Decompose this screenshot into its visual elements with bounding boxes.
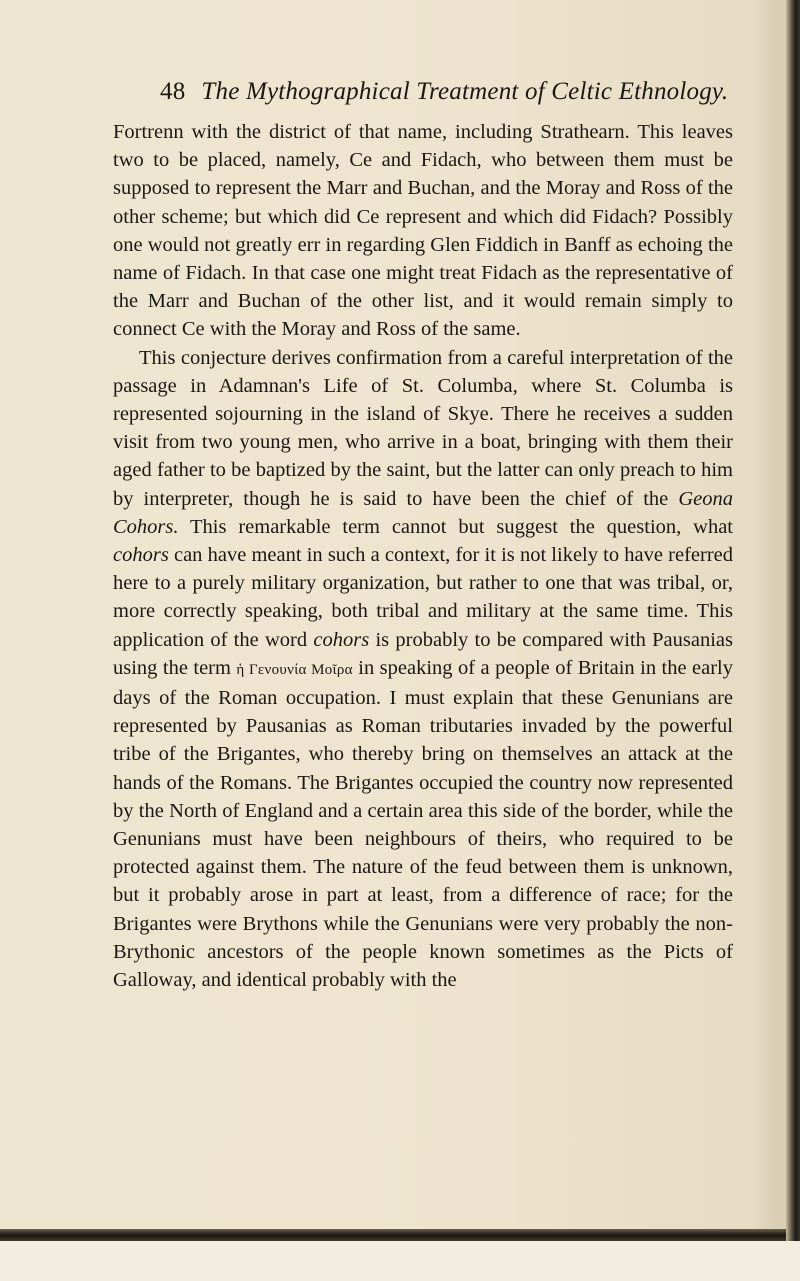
- body-text: [113, 118, 733, 994]
- paragraph-2-text-e: in speaking of a people of Britain in the early days of the Roman occupation. I must explain that these Genunians are represented by Pausanias as Roman tributaries invaded by the powerful tribe of the Brigantes, who thereby bring on themselves an attack at the hands of the Romans. The Brigantes occupied the country now represented by the North of England and a certain area this side of the border, while the Genunians must have been neighbours of theirs, who required to be protected against them. The nature of the feud between them is unknown, but it probably arose in part at least, from a difference of race; for the Brigantes were Brythons while the Genunians were very probably the non-Brythonic ancestors of the people known sometimes as the Picts of Galloway, and identical probably with the: [113, 656, 734, 992]
- paragraph-2: [113, 344, 733, 995]
- page-number: 48: [160, 78, 186, 105]
- italic-term-geona-cohors: Geona Cohors.: [113, 487, 733, 538]
- paragraph-2-text-c: can have meant in such a context, for it is not likely to have referred here to a purely military organization, but rather to one that was tribal, or, more correctly speaking, both tribal and military at the same time. This application of the word: [113, 544, 733, 651]
- page-binding-edge: [786, 0, 800, 1281]
- paragraph-2-text-d: is probably to be compared with Pausanias using the term: [113, 628, 733, 679]
- running-head: [160, 78, 729, 106]
- running-title: The Mythographical Treatment of Celtic Ethnology.: [201, 78, 729, 105]
- bottom-edge-shadow: [0, 1229, 786, 1241]
- paragraph-2-text-b: This remarkable term cannot but suggest the question, what: [178, 515, 733, 538]
- italic-term-cohors-2: cohors: [313, 628, 370, 651]
- greek-term: ἡ Γενουνία Μοῖρα: [236, 661, 353, 678]
- italic-term-cohors: cohors: [113, 544, 169, 567]
- bottom-margin: [0, 1241, 800, 1281]
- paragraph-2-text-a: This conjecture derives confirmation from a careful interpretation of the passage in Adamnan's Life of St. Columba, where St. Columba is represented sojourning in the island of Skye. There he receives a sudden visit from two young men, who arrive in a boat, bringing with them their aged father to be baptized by the saint, but the latter can only preach to him by interpreter, though he is said to have been the chief of the: [113, 346, 733, 510]
- paragraph-1: Fortrenn with the district of that name, including Strathearn. This leaves two to be placed, namely, Ce and Fidach, who between them must be supposed to represent the Marr and Buchan, and the Moray and Ross of the other scheme; but which did Ce represent and which did Fidach? Possibly one would not greatly err in regarding Glen Fiddich in Banff as echoing the name of Fidach. In that case one might treat Fidach as the representative of the Marr and Buchan of the other list, and it would remain simply to connect Ce with the Moray and Ross of the same.: [113, 121, 733, 341]
